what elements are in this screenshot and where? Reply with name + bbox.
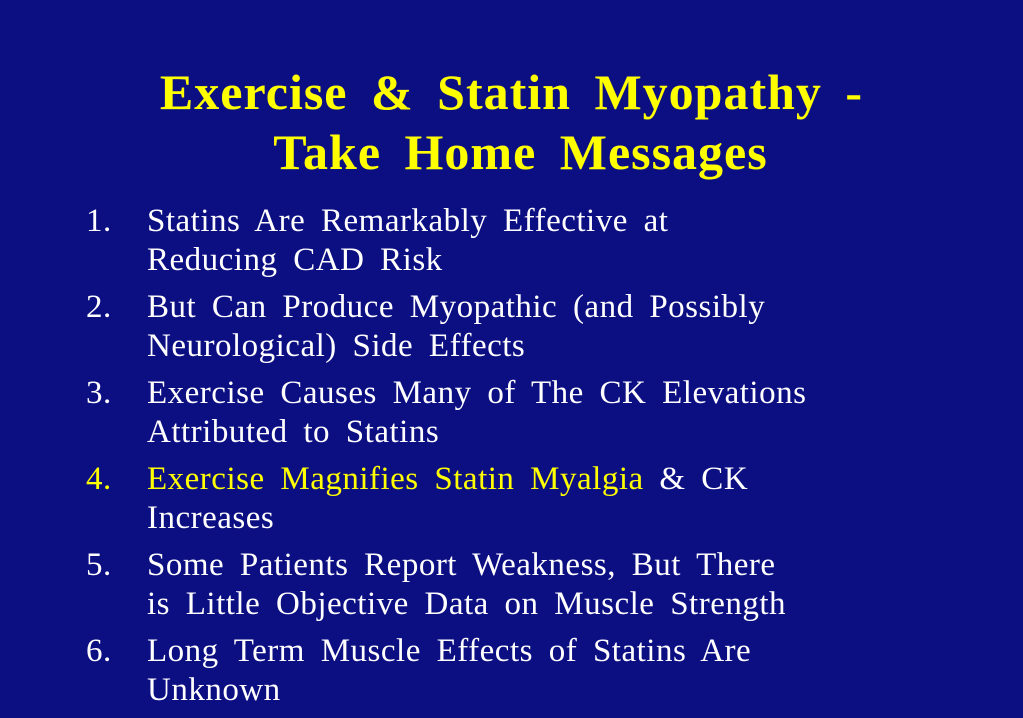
list-item-1 [86,202,956,280]
list-item-text [147,202,956,280]
list-item-line-2: Attributed to Statins [147,414,440,450]
list-item-3 [86,374,956,452]
list-item-line-1: Long Term Muscle Effects of Statins Are [147,633,752,669]
list-item-line-2: Unknown [147,672,281,708]
list-item-line-1: But Can Produce Myopathic (and Possibly [147,289,766,325]
list-item-2 [86,288,956,366]
list-item-4 [86,460,956,538]
take-home-messages-list [86,202,956,718]
list-item-text [147,546,956,624]
list-item-line-2: Reducing CAD Risk [147,242,443,278]
list-item-text [147,288,956,366]
list-item-line-1: Exercise Causes Many of The CK Elevations [147,375,807,411]
slide-title [0,62,1023,182]
list-item-number: 6. [86,633,112,669]
list-item-number: 5. [86,547,112,583]
list-item-line-1: Statins Are Remarkably Effective at [147,203,669,239]
list-item-line-2: Increases [147,500,275,536]
title-line-1: Exercise & Statin Myopathy - [159,64,864,120]
list-item-number: 1. [86,203,112,239]
list-item-text [147,632,956,710]
list-item-line-1: Some Patients Report Weakness, But There [147,547,776,583]
list-item-line-2: is Little Objective Data on Muscle Strength [147,586,787,622]
title-line-2: Take Home Messages [273,124,768,180]
list-item-rest-text: & CK [643,461,749,497]
list-item-text [147,460,956,538]
list-item-number: 4. [86,461,112,497]
list-item-text [147,374,956,452]
list-item-highlight-text: Exercise Magnifies Statin Myalgia [147,461,644,497]
list-item-number: 3. [86,375,112,411]
list-item-line-2: Neurological) Side Effects [147,328,526,364]
list-item-6 [86,632,956,710]
list-item-5 [86,546,956,624]
list-item-number: 2. [86,289,112,325]
